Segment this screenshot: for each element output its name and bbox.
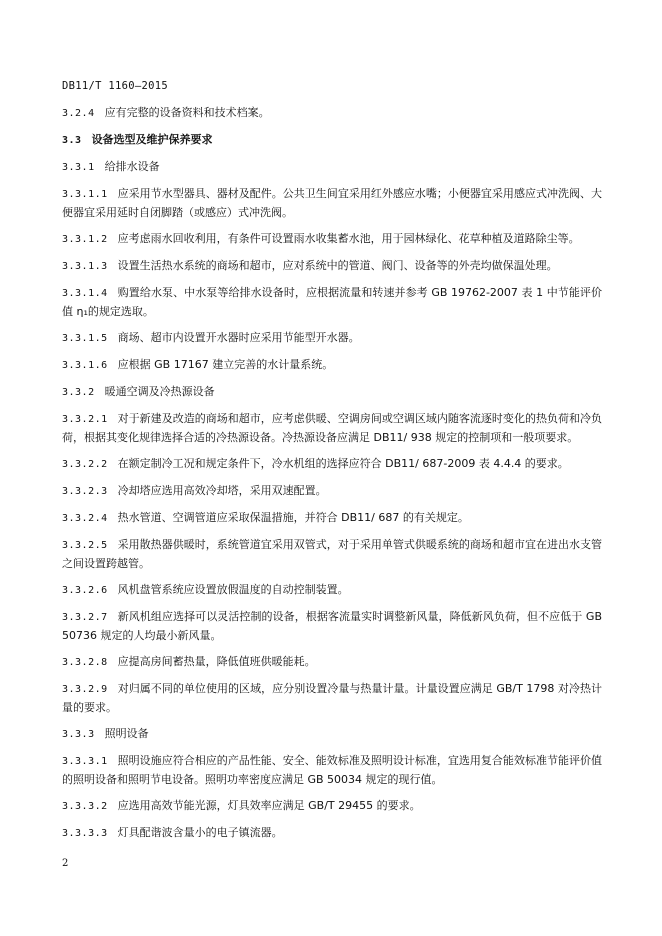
clause-text: 应提高房间蓄热量，降低值班供暖能耗。 — [117, 655, 316, 668]
clause-text: 热水管道、空调管道应采取保温措施，并符合 DB11/ 687 的有关规定。 — [117, 511, 469, 524]
clause-paragraph — [62, 653, 602, 672]
clause-text: 采用散热器供暖时，系统管道宜采用双管式，对于采用单管式供暖系统的商场和超市宜在进出水支管之间设置跨越管。 — [62, 538, 602, 570]
clause-number: 3.3.2.3 — [62, 486, 108, 497]
clause-paragraph — [62, 581, 602, 600]
clause-text: 应采用节水型器具、器材及配件。公共卫生间宜采用红外感应水嘴；小便器宜采用感应式冲洗阀、大便器宜采用延时自闭脚踏（或感应）式冲洗阀。 — [62, 187, 602, 219]
clause-paragraph — [62, 410, 602, 447]
clause-text: 照明设施应符合相应的产品性能、安全、能效标准及照明设计标准，宜选用复合能效标准节能评价值的照明设备和照明节电设备。照明功率密度应满足 GB 50034 规定的现行值。 — [62, 754, 602, 786]
clause-paragraph — [62, 797, 602, 816]
clause-number: 3.2.4 — [62, 108, 95, 119]
clause-text: 暖通空调及冷热源设备 — [104, 385, 215, 398]
clause-paragraph — [62, 104, 602, 123]
clause-text: 给排水设备 — [104, 160, 160, 173]
clause-paragraph — [62, 383, 602, 402]
clause-number: 3.3.3.3 — [62, 828, 108, 839]
clause-paragraph — [62, 230, 602, 249]
clause-number: 3.3.1.6 — [62, 360, 108, 371]
clause-paragraph — [62, 680, 602, 717]
clause-text: 灯具配谐波含量小的电子镇流器。 — [117, 826, 283, 839]
clause-paragraph — [62, 329, 602, 348]
clause-number: 3.3.2.9 — [62, 684, 108, 695]
clause-paragraph — [62, 608, 602, 645]
clause-text: 购置给水泵、中水泵等给排水设备时，应根据流量和转速并参考 GB 19762-2007 表 1 中节能评价值 η₁的规定选取。 — [62, 286, 602, 318]
clause-text: 应选用高效节能光源，灯具效率应满足 GB/T 29455 的要求。 — [117, 799, 421, 812]
clause-paragraph — [62, 482, 602, 501]
clause-number: 3.3.1 — [62, 162, 95, 173]
clause-number: 3.3.1.4 — [62, 288, 108, 299]
clause-text: 设备选型及维护保养要求 — [91, 133, 213, 146]
clause-number: 3.3.2.4 — [62, 513, 108, 524]
clause-number: 3.3.1.2 — [62, 234, 108, 245]
document-body — [62, 104, 602, 851]
clause-number: 3.3.2 — [62, 387, 95, 398]
clause-text: 冷却塔应选用高效冷却塔，采用双速配置。 — [117, 484, 327, 497]
clause-number: 3.3 — [62, 135, 82, 146]
clause-number: 3.3.3.1 — [62, 756, 108, 767]
clause-text: 设置生活热水系统的商场和超市，应对系统中的管道、阀门、设备等的外壳均做保温处理。 — [117, 259, 558, 272]
clause-number: 3.3.2.5 — [62, 540, 108, 551]
clause-paragraph — [62, 455, 602, 474]
page-number: 2 — [62, 858, 69, 869]
clause-number: 3.3.3.2 — [62, 801, 108, 812]
clause-paragraph — [62, 824, 602, 843]
document-code-header: DB11/T 1160—2015 — [62, 80, 168, 92]
clause-paragraph — [62, 356, 602, 375]
clause-paragraph — [62, 158, 602, 177]
clause-text: 风机盘管系统应设置放假温度的自动控制装置。 — [117, 583, 349, 596]
clause-paragraph — [62, 752, 602, 789]
clause-paragraph — [62, 284, 602, 321]
clause-text: 商场、超市内设置开水器时应采用节能型开水器。 — [117, 331, 360, 344]
clause-number: 3.3.1.1 — [62, 189, 108, 200]
clause-text: 应有完整的设备资料和技术档案。 — [104, 106, 270, 119]
clause-number: 3.3.3 — [62, 729, 95, 740]
clause-number: 3.3.2.1 — [62, 414, 108, 425]
clause-number: 3.3.2.2 — [62, 459, 108, 470]
clause-paragraph — [62, 509, 602, 528]
clause-text: 应考虑雨水回收利用，有条件可设置雨水收集蓄水池，用于园林绿化、花草种植及道路除尘等。 — [117, 232, 580, 245]
clause-text: 应根据 GB 17167 建立完善的水计量系统。 — [117, 358, 334, 371]
clause-text: 对归属不同的单位使用的区域，应分别设置冷量与热量计量。计量设置应满足 GB/T 1798 对冷热计量的要求。 — [62, 682, 602, 714]
clause-paragraph — [62, 185, 602, 222]
clause-number: 3.3.1.3 — [62, 261, 108, 272]
clause-number: 3.3.2.7 — [62, 612, 108, 623]
clause-paragraph — [62, 536, 602, 573]
clause-paragraph — [62, 131, 602, 150]
clause-number: 3.3.1.5 — [62, 333, 108, 344]
clause-text: 在额定制冷工况和规定条件下，冷水机组的选择应符合 DB11/ 687-2009 表 4.4.4 的要求。 — [117, 457, 569, 470]
clause-paragraph — [62, 725, 602, 744]
clause-text: 对于新建及改造的商场和超市，应考虑供暖、空调房间或空调区域内随客流逐时变化的热负荷和冷负荷，根据其变化规律选择合适的冷热源设备。冷热源设备应满足 DB11/ 938 规定的控制项和一般项要求。 — [62, 412, 602, 444]
clause-number: 3.3.2.8 — [62, 657, 108, 668]
clause-number: 3.3.2.6 — [62, 585, 108, 596]
clause-text: 新风机组应选择可以灵活控制的设备，根据客流量实时调整新风量，降低新风负荷，但不应低于 GB 50736 规定的人均最小新风量。 — [62, 610, 602, 642]
clause-text: 照明设备 — [104, 727, 149, 740]
clause-paragraph — [62, 257, 602, 276]
